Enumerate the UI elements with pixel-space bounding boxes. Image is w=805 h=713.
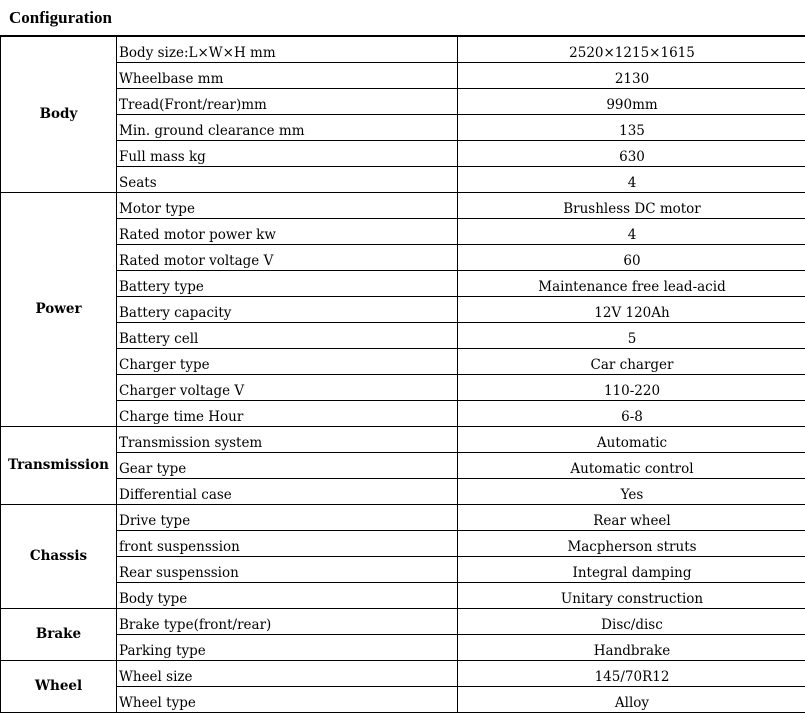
spec-table — [0, 36, 805, 713]
table-row — [1, 635, 805, 661]
spec-name: Charge time Hour — [117, 401, 458, 427]
spec-name: front suspenssion — [117, 531, 458, 557]
spec-value: Car charger — [458, 349, 805, 375]
spec-value: 990mm — [458, 89, 805, 115]
spec-value: 12V 120Ah — [458, 297, 805, 323]
spec-name: Rear suspenssion — [117, 557, 458, 583]
spec-name: Tread(Front/rear)mm — [117, 89, 458, 115]
spec-value: Integral damping — [458, 557, 805, 583]
table-row — [1, 63, 805, 89]
table-row — [1, 505, 805, 531]
spec-value: Unitary construction — [458, 583, 805, 609]
table-row — [1, 37, 805, 63]
spec-value: 630 — [458, 141, 805, 167]
table-row — [1, 115, 805, 141]
table-row — [1, 609, 805, 635]
table-row — [1, 323, 805, 349]
group-label: Power — [1, 193, 117, 427]
spec-value: Handbrake — [458, 635, 805, 661]
table-row — [1, 375, 805, 401]
spec-name: Rated motor power kw — [117, 219, 458, 245]
spec-name: Body type — [117, 583, 458, 609]
table-row — [1, 661, 805, 687]
group-label: Wheel — [1, 661, 117, 713]
spec-name: Transmission system — [117, 427, 458, 453]
page-title: Configuration — [0, 0, 805, 36]
spec-name: Full mass kg — [117, 141, 458, 167]
spec-name: Rated motor voltage V — [117, 245, 458, 271]
spec-name: Motor type — [117, 193, 458, 219]
table-row — [1, 245, 805, 271]
table-row — [1, 479, 805, 505]
spec-value: Macpherson struts — [458, 531, 805, 557]
spec-value: Automatic — [458, 427, 805, 453]
spec-name: Wheel type — [117, 687, 458, 713]
table-row — [1, 349, 805, 375]
spec-name: Charger voltage V — [117, 375, 458, 401]
spec-value: Rear wheel — [458, 505, 805, 531]
table-row — [1, 271, 805, 297]
spec-name: Differential case — [117, 479, 458, 505]
spec-name: Battery capacity — [117, 297, 458, 323]
table-row — [1, 453, 805, 479]
spec-value: Brushless DC motor — [458, 193, 805, 219]
table-row — [1, 583, 805, 609]
table-row — [1, 141, 805, 167]
spec-name: Charger type — [117, 349, 458, 375]
spec-value: 2130 — [458, 63, 805, 89]
group-label: Body — [1, 37, 117, 193]
group-label: Transmission — [1, 427, 117, 505]
spec-value: 145/70R12 — [458, 661, 805, 687]
spec-name: Min. ground clearance mm — [117, 115, 458, 141]
spec-value: Disc/disc — [458, 609, 805, 635]
spec-name: Drive type — [117, 505, 458, 531]
table-row — [1, 193, 805, 219]
spec-value: Maintenance free lead-acid — [458, 271, 805, 297]
table-row — [1, 531, 805, 557]
spec-value: Alloy — [458, 687, 805, 713]
table-row — [1, 297, 805, 323]
spec-name: Seats — [117, 167, 458, 193]
group-label: Brake — [1, 609, 117, 661]
table-row — [1, 427, 805, 453]
spec-name: Battery type — [117, 271, 458, 297]
spec-name: Parking type — [117, 635, 458, 661]
spec-value: 110-220 — [458, 375, 805, 401]
table-row — [1, 219, 805, 245]
spec-value: 4 — [458, 219, 805, 245]
spec-name: Body size:L×W×H mm — [117, 37, 458, 63]
spec-value: 2520×1215×1615 — [458, 37, 805, 63]
spec-name: Wheel size — [117, 661, 458, 687]
spec-value: 135 — [458, 115, 805, 141]
spec-name: Wheelbase mm — [117, 63, 458, 89]
table-row — [1, 401, 805, 427]
spec-value: 5 — [458, 323, 805, 349]
group-label: Chassis — [1, 505, 117, 609]
spec-value: 60 — [458, 245, 805, 271]
table-row — [1, 89, 805, 115]
spec-name: Battery cell — [117, 323, 458, 349]
spec-name: Gear type — [117, 453, 458, 479]
table-row — [1, 687, 805, 713]
spec-value: Automatic control — [458, 453, 805, 479]
spec-value: Yes — [458, 479, 805, 505]
spec-value: 6-8 — [458, 401, 805, 427]
spec-table-body — [1, 37, 805, 713]
table-row — [1, 557, 805, 583]
table-row — [1, 167, 805, 193]
spec-name: Brake type(front/rear) — [117, 609, 458, 635]
spec-value: 4 — [458, 167, 805, 193]
